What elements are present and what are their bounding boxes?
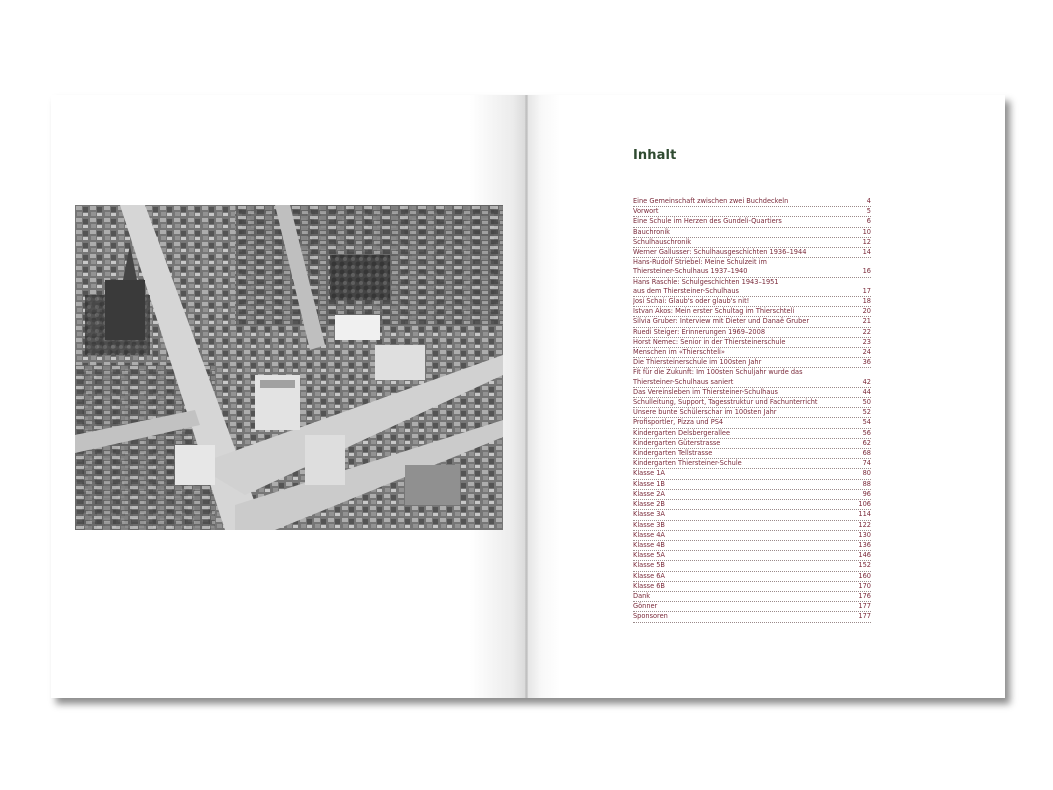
- toc-entry-page: 52: [862, 408, 871, 417]
- toc-entry: [633, 531, 871, 541]
- book-gutter: [525, 95, 528, 698]
- toc-entry-label: Sponsoren: [633, 612, 668, 621]
- toc-entry-label: Ruedi Steiger: Erinnerungen 1969–2008: [633, 327, 766, 336]
- toc-entry-page: 114: [858, 510, 871, 519]
- toc-entry-label: Kindergarten Tellstrasse: [633, 449, 713, 458]
- toc-entry: [633, 459, 871, 469]
- toc-entry-page: 24: [862, 348, 871, 357]
- toc-entry-page: 130: [858, 530, 871, 539]
- toc-entry-page: 177: [858, 612, 871, 621]
- toc-entry-label: Werner Gallusser: Schulhausgeschichten 1936–1944: [633, 248, 807, 257]
- toc-entry-page: 56: [862, 428, 871, 437]
- toc-entry-page: 50: [862, 398, 871, 407]
- toc-entry-label: Klasse 4B: [633, 540, 665, 549]
- aerial-city-photo: [75, 205, 503, 530]
- book-spread: [51, 95, 1005, 698]
- toc-entry-page: 14: [862, 248, 871, 257]
- toc-entry-label: Hans Raschle: Schulgeschichten 1943–1951: [633, 277, 779, 286]
- toc-entry: [633, 429, 871, 439]
- toc-entry-page: 80: [862, 469, 871, 478]
- toc-entry-page: 18: [862, 297, 871, 306]
- toc-entry: [633, 358, 871, 368]
- toc-entry-page: 16: [862, 267, 871, 276]
- toc-entry: [633, 207, 871, 217]
- toc-entry-label: Gönner: [633, 602, 658, 611]
- toc-entry: [633, 197, 871, 207]
- toc-entry: [633, 510, 871, 520]
- toc-entry-label: Dank: [633, 591, 651, 600]
- toc-entry-page: 68: [862, 449, 871, 458]
- toc-entry-page: 146: [858, 551, 871, 560]
- toc-entry-page: 6: [866, 217, 871, 226]
- toc-entry-label: Schulhauschronik: [633, 237, 692, 246]
- toc-entry-label: Klasse 3A: [633, 510, 665, 519]
- toc-title: Inhalt: [633, 148, 677, 163]
- toc-entry-page: 17: [862, 286, 871, 295]
- toc-entry-page: 170: [858, 581, 871, 590]
- toc-entry-label: Thiersteiner-Schulhaus saniert: [633, 377, 734, 386]
- toc-entry: [633, 378, 871, 388]
- toc-entry-page: 12: [862, 237, 871, 246]
- toc-entry: [633, 541, 871, 551]
- toc-entry-label: Silvia Gruber: Interview mit Dieter und Danaë Gruber: [633, 317, 810, 326]
- toc-entry-label: Eine Gemeinschaft zwischen zwei Buchdeckeln: [633, 197, 789, 205]
- toc-entry-label: Klasse 6A: [633, 571, 665, 580]
- toc-entry: [633, 368, 871, 377]
- toc-entry: [633, 317, 871, 327]
- toc-entry-label: Thiersteiner-Schulhaus 1937–1940: [633, 267, 748, 276]
- toc-entry-page: 74: [862, 459, 871, 468]
- toc-entry-label: Kindergarten Güterstrasse: [633, 438, 721, 447]
- toc-entry-page: 88: [862, 479, 871, 488]
- toc-entry: [633, 297, 871, 307]
- toc-entry: [633, 248, 871, 258]
- toc-entry: [633, 388, 871, 398]
- toc-entry: [633, 521, 871, 531]
- toc-entry-label: Bauchronik: [633, 227, 670, 236]
- toc-entry-page: 22: [862, 327, 871, 336]
- toc-entry: [633, 602, 871, 612]
- toc-entry: [633, 490, 871, 500]
- toc-entry-label: Menschen im «Thierschteli»: [633, 348, 725, 357]
- toc-entry-label: Klasse 1B: [633, 479, 665, 488]
- toc-entry-page: 44: [862, 387, 871, 396]
- toc-entry: [633, 267, 871, 277]
- toc-entry-page: 106: [858, 500, 871, 509]
- toc-entry-label: Eine Schule im Herzen des Gundeli-Quartiers: [633, 217, 782, 226]
- toc-entry: [633, 338, 871, 348]
- toc-entry-page: 10: [862, 227, 871, 236]
- toc-entry: [633, 408, 871, 418]
- toc-entry-page: 122: [858, 520, 871, 529]
- toc-entry-page: 160: [858, 571, 871, 580]
- toc-entry: [633, 469, 871, 479]
- toc-entry-label: Klasse 2A: [633, 489, 665, 498]
- toc-entry: [633, 287, 871, 297]
- toc-entry: [633, 572, 871, 582]
- right-page: [527, 95, 1005, 698]
- toc-entry-page: 177: [858, 602, 871, 611]
- toc-entry-label: Klasse 3B: [633, 520, 665, 529]
- toc-entry: [633, 217, 871, 227]
- toc-entry-page: 42: [862, 377, 871, 386]
- toc-entry-label: Schulleitung, Support, Tagesstruktur und Fachunterricht: [633, 398, 818, 407]
- toc-entry-page: 176: [858, 591, 871, 600]
- toc-entry: [633, 592, 871, 602]
- toc-entry: [633, 439, 871, 449]
- toc-entry-label: Das Vereinsleben im Thiersteiner-Schulhaus: [633, 387, 778, 396]
- toc-entry: [633, 500, 871, 510]
- toc-entry-page: 20: [862, 307, 871, 316]
- toc-entry-page: 5: [866, 207, 871, 216]
- toc-entry: [633, 418, 871, 428]
- toc-entry-label: Klasse 2B: [633, 500, 665, 509]
- toc-entry-page: 23: [862, 337, 871, 346]
- toc-entry: [633, 228, 871, 238]
- toc-entry-page: 4: [866, 197, 871, 205]
- toc-entry-label: Kindergarten Delsbergerallee: [633, 428, 731, 437]
- table-of-contents: [633, 197, 871, 623]
- toc-entry: [633, 582, 871, 592]
- toc-entry-label: Die Thiersteinerschule im 100sten Jahr: [633, 358, 762, 367]
- toc-entry-page: 54: [862, 418, 871, 427]
- toc-entry-page: 152: [858, 561, 871, 570]
- toc-entry-label: aus dem Thiersteiner-Schulhaus: [633, 286, 739, 295]
- toc-entry-label: Fit für die Zukunft: Im 100sten Schuljahr wurde das: [633, 368, 803, 377]
- left-page: [51, 95, 527, 698]
- toc-entry-label: Klasse 4A: [633, 530, 665, 539]
- toc-entry: [633, 278, 871, 287]
- toc-entry-label: Josi Schai: Glaub's oder glaub's nit!: [633, 297, 750, 306]
- toc-entry-label: Kindergarten Thiersteiner-Schule: [633, 459, 742, 468]
- toc-entry-label: Hans-Rudolf Striebel: Meine Schulzeit im: [633, 258, 767, 267]
- toc-entry: [633, 561, 871, 571]
- toc-entry-label: Horst Nemec: Senior in der Thiersteinerschule: [633, 337, 786, 346]
- toc-entry-label: Vorwort: [633, 207, 659, 216]
- toc-entry: [633, 258, 871, 267]
- toc-entry: [633, 449, 871, 459]
- toc-entry-label: Istvan Akos: Mein erster Schultag im Thierschteli: [633, 307, 795, 316]
- toc-entry: [633, 348, 871, 358]
- toc-entry-label: Klasse 5A: [633, 551, 665, 560]
- photo-image: [75, 205, 503, 530]
- toc-entry-label: Unsere bunte Schülerschar im 100sten Jahr: [633, 408, 777, 417]
- toc-entry-label: Klasse 6B: [633, 581, 665, 590]
- toc-entry-page: 62: [862, 438, 871, 447]
- toc-entry: [633, 328, 871, 338]
- toc-entry-page: 36: [862, 358, 871, 367]
- toc-entry-page: 136: [858, 540, 871, 549]
- toc-entry: [633, 398, 871, 408]
- toc-entry: [633, 480, 871, 490]
- toc-entry: [633, 307, 871, 317]
- toc-entry-page: 21: [862, 317, 871, 326]
- toc-entry: [633, 238, 871, 248]
- toc-entry-label: Profisportler, Pizza und PS4: [633, 418, 724, 427]
- toc-entry-page: 96: [862, 489, 871, 498]
- toc-entry-label: Klasse 5B: [633, 561, 665, 570]
- toc-entry: [633, 612, 871, 622]
- toc-entry: [633, 551, 871, 561]
- toc-entry-label: Klasse 1A: [633, 469, 665, 478]
